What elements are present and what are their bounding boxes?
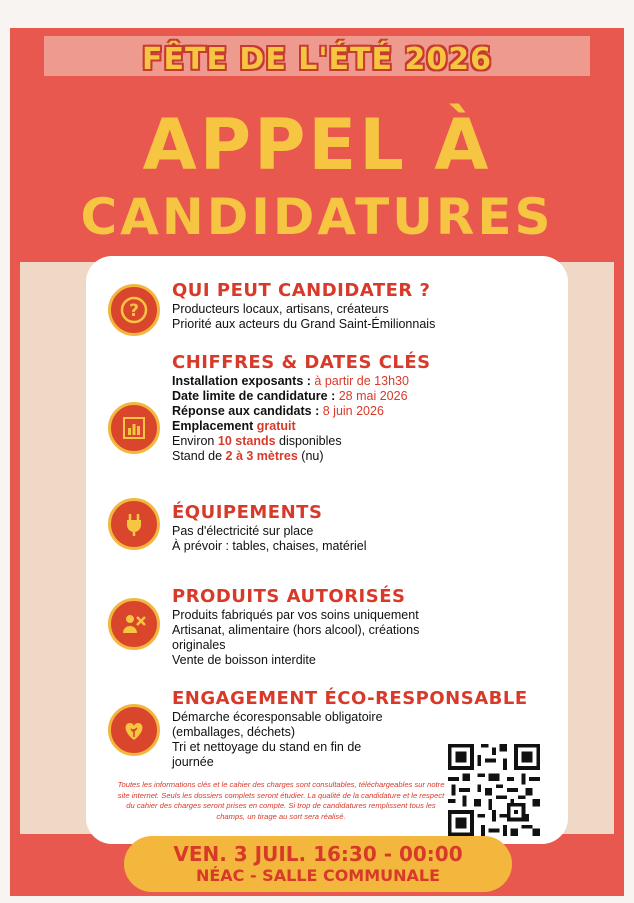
section-title: QUI PEUT CANDIDATER ? xyxy=(172,280,431,301)
question-icon xyxy=(108,284,160,336)
deadline-value: 28 mai 2026 xyxy=(338,389,408,403)
text-line: Produits fabriqués par vos soins uniquement xyxy=(172,608,419,622)
stands-value: 10 stands xyxy=(217,434,276,448)
section-title: ENGAGEMENT ÉCO-RESPONSABLE xyxy=(172,688,528,709)
deadline-label: Date limite de candidature : xyxy=(172,389,336,403)
event-date-banner xyxy=(124,836,512,892)
text-line: À prévoir : tables, chaises, matériel xyxy=(172,539,367,553)
qr-code[interactable] xyxy=(448,744,540,836)
text-line: originales xyxy=(172,638,226,652)
location-label: Emplacement xyxy=(172,419,254,433)
section-title: CHIFFRES & DATES CLÉS xyxy=(172,352,431,373)
text-line xyxy=(172,419,409,434)
text-line: Vente de boisson interdite xyxy=(172,653,316,667)
event-title: FÊTE DE L'ÉTÉ 2026 xyxy=(142,42,492,77)
event-datetime: VEN. 3 JUIL. 16:30 - 00:00 xyxy=(173,842,463,866)
section-text xyxy=(172,710,383,770)
stand-size-pre: Stand de xyxy=(172,449,223,463)
event-location: NÉAC - SALLE COMMUNALE xyxy=(195,866,441,885)
section-title: PRODUITS AUTORISÉS xyxy=(172,586,406,607)
text-line xyxy=(172,374,409,389)
response-value: 8 juin 2026 xyxy=(322,404,384,418)
text-line: Tri et nettoyage du stand en fin de xyxy=(172,740,362,754)
poster xyxy=(10,28,624,896)
bar-chart-icon xyxy=(108,402,160,454)
text-line xyxy=(172,404,409,419)
text-line: Producteurs locaux, artisans, créateurs xyxy=(172,302,389,316)
section-text xyxy=(172,374,409,464)
stands-pre: Environ xyxy=(172,434,215,448)
text-line: Pas d'électricité sur place xyxy=(172,524,314,538)
response-label: Réponse aux candidats : xyxy=(172,404,320,418)
headline-line1: APPEL À xyxy=(142,104,492,186)
plug-icon xyxy=(108,498,160,550)
text-line xyxy=(172,434,409,449)
section-text xyxy=(172,302,435,332)
text-line: (emballages, déchets) xyxy=(172,725,295,739)
text-line: Démarche écoresponsable obligatoire xyxy=(172,710,383,724)
text-line xyxy=(172,449,409,464)
section-title: ÉQUIPEMENTS xyxy=(172,502,323,523)
stand-size-value: 2 à 3 mètres xyxy=(225,449,298,463)
location-value: gratuit xyxy=(256,419,296,433)
text-line xyxy=(172,389,409,404)
text-line: Priorité aux acteurs du Grand Saint-Émilionnais xyxy=(172,317,436,331)
leaf-heart-icon xyxy=(108,704,160,756)
section-text xyxy=(172,524,367,554)
headline-line2: CANDIDATURES xyxy=(80,188,554,246)
section-text xyxy=(172,608,419,668)
text-line: journée xyxy=(172,755,214,769)
disclaimer-text: Toutes les informations clés et le cahier des charges sont consultables, téléchargeables sur notre site internet. Seuls les dossiers complets seront étudier. La qualité de la candidature et le respect du cahier des charges seront prises en compte. Si trop de candidatures remplissent tous les champs, un tirage au sort sera réalisé. xyxy=(117,780,445,821)
text-line: Artisanat, alimentaire (hors alcool), créations xyxy=(172,623,420,637)
stands-post: disponibles xyxy=(279,434,342,448)
tools-person-icon xyxy=(108,598,160,650)
stand-size-post: (nu) xyxy=(301,449,324,463)
installation-label: Installation exposants : xyxy=(172,374,311,388)
installation-value: à partir de 13h30 xyxy=(314,374,409,388)
svg-text:?: ? xyxy=(129,301,139,321)
info-card xyxy=(86,256,568,844)
